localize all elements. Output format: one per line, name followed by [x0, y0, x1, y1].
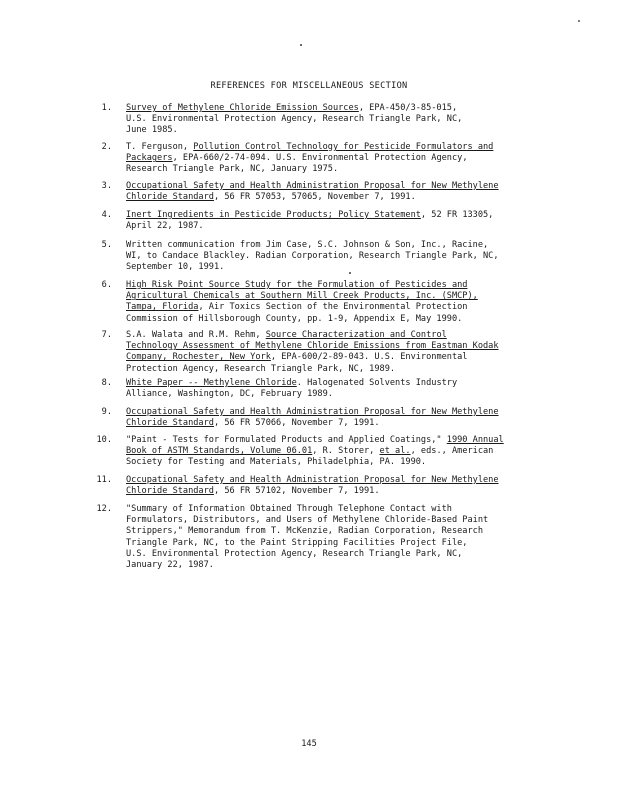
reference-line: [126, 364, 566, 375]
reference-segment: WI, to Candace Blackley. Radian Corporation, Research Triangle Park, NC,: [126, 251, 499, 262]
reference-line: [126, 549, 566, 560]
reference-segment: , EPA-660/2-74-094. U.S. Environmental Protection Agency,: [172, 153, 468, 164]
reference-line: [126, 378, 566, 389]
reference-segment: "Summary of Information Obtained Through Telephone Contact with: [126, 504, 452, 514]
reference-number: 2.: [101, 142, 112, 152]
underlined-title-text: Tampa, Florida: [126, 302, 199, 313]
reference-line: [126, 114, 566, 125]
scan-speck: [349, 272, 351, 274]
reference-text: [126, 181, 566, 203]
reference-segment: , eds., American: [410, 446, 494, 457]
reference-segment: Written communication from Jim Case, S.C. Johnson & Son, Inc., Racine,: [126, 240, 489, 250]
reference-text: [126, 330, 566, 375]
reference-segment: , 56 FR 57102, November 7, 1991.: [213, 486, 380, 497]
reference-segment: Research Triangle Park, NC, January 1975.: [126, 164, 339, 175]
reference-number: 6.: [101, 280, 112, 290]
underlined-title-text: Chloride Standard: [126, 486, 214, 497]
reference-segment: , R. Storer,: [312, 446, 380, 457]
underlined-title-text: et al.: [379, 446, 411, 457]
reference-line: [126, 302, 566, 313]
reference-line: [126, 341, 566, 352]
reference-line: [126, 526, 566, 537]
reference-number: 3.: [101, 181, 112, 191]
reference-segment: U.S. Environmental Protection Agency, Research Triangle Park, NC,: [126, 114, 463, 125]
reference-segment: , 52 FR 13305,: [420, 210, 494, 220]
underlined-title-text: Occupational Safety and Health Administration Proposal for New Methylene: [126, 181, 499, 191]
reference-line: [126, 560, 566, 571]
reference-line: [126, 330, 566, 341]
underlined-title-text: Occupational Safety and Health Administration Proposal for New Methylene: [126, 407, 499, 417]
underlined-title-text: Agricultural Chemicals at Southern Mill Creek Products, Inc. (SMCP),: [126, 291, 478, 302]
reference-number: 7.: [101, 330, 112, 340]
reference-segment: Triangle Park, NC, to the Paint Stripping Facilities Project File,: [126, 537, 468, 548]
reference-text: [126, 103, 566, 137]
reference-line: [126, 164, 566, 175]
reference-line: [126, 314, 566, 325]
reference-line: [126, 457, 566, 468]
reference-segment: Formulators, Distributors, and Users of Methylene Chloride-Based Paint: [126, 515, 489, 526]
reference-line: [126, 210, 566, 221]
reference-text: [126, 378, 566, 400]
underlined-title-text: Company, Rochester, New York: [126, 352, 271, 363]
scan-speck: [578, 20, 580, 22]
reference-line: [126, 192, 566, 203]
reference-number: 9.: [101, 407, 112, 417]
underlined-title-text: White Paper -- Methylene Chloride: [126, 378, 297, 388]
underlined-title-text: Chloride Standard: [126, 418, 214, 429]
reference-line: [126, 153, 566, 164]
reference-line: [126, 125, 566, 136]
reference-text: [126, 142, 566, 176]
reference-line: [126, 291, 566, 302]
reference-segment: Alliance, Washington, DC, February 1989.: [126, 389, 333, 400]
reference-segment: Strippers," Memorandum from T. McKenzie, Radian Corporation, Research: [126, 526, 483, 537]
reference-text: [126, 210, 566, 232]
reference-line: [126, 418, 566, 429]
reference-text: [126, 280, 566, 325]
reference-number: 10.: [96, 435, 112, 445]
scan-speck: [300, 44, 302, 46]
reference-segment: September 10, 1991.: [126, 262, 225, 273]
reference-number: 5.: [101, 240, 112, 250]
reference-segment: , EPA-600/2-89-043. U.S. Environmental: [270, 352, 468, 363]
reference-segment: , 56 FR 57066, November 7, 1991.: [213, 418, 380, 429]
reference-line: [126, 435, 566, 446]
reference-line: [126, 280, 566, 291]
reference-number: 8.: [101, 378, 112, 388]
reference-line: [126, 181, 566, 192]
reference-text: [126, 504, 566, 571]
reference-line: [126, 407, 566, 418]
underlined-title-text: Pollution Control Technology for Pesticide Formulators and: [193, 142, 494, 152]
section-title: REFERENCES FOR MISCELLANEOUS SECTION: [210, 81, 408, 91]
underlined-title-text: Chloride Standard: [126, 192, 214, 203]
reference-text: [126, 475, 566, 497]
reference-line: [126, 251, 566, 262]
reference-segment: U.S. Environmental Protection Agency, Research Triangle Park, NC,: [126, 548, 463, 559]
reference-line: [126, 446, 566, 457]
underlined-title-text: Technology Assessment of Methylene Chloride Emissions from Eastman Kodak: [126, 341, 499, 352]
reference-segment: "Paint - Tests for Formulated Products and Applied Coatings,": [126, 435, 447, 445]
reference-line: [126, 262, 566, 273]
reference-segment: January 22, 1987.: [126, 560, 214, 571]
reference-line: [126, 103, 566, 114]
underlined-title-text: High Risk Point Source Study for the Formulation of Pesticides and: [126, 280, 468, 290]
reference-segment: , 56 FR 57053, 57065, November 7, 1991.: [213, 192, 416, 203]
reference-number: 1.: [101, 103, 112, 113]
reference-line: [126, 221, 566, 232]
reference-line: [126, 389, 566, 400]
reference-segment: . Halogenated Solvents Industry: [296, 378, 458, 388]
reference-segment: T. Ferguson,: [126, 142, 194, 152]
reference-text: [126, 435, 566, 469]
reference-number: 12.: [96, 504, 112, 514]
underlined-title-text: Book of ASTM Standards, Volume 06.01: [126, 446, 313, 457]
reference-segment: Society for Testing and Materials, Philadelphia, PA. 1990.: [126, 457, 427, 468]
reference-text: [126, 240, 566, 274]
reference-line: [126, 504, 566, 515]
reference-line: [126, 142, 566, 153]
underlined-title-text: Inert Ingredients in Pesticide Products; Policy Statement: [126, 210, 421, 220]
underlined-title-text: Occupational Safety and Health Administration Proposal for New Methylene: [126, 475, 499, 485]
reference-line: [126, 515, 566, 526]
reference-segment: Protection Agency, Research Triangle Park, NC, 1989.: [126, 363, 396, 374]
reference-segment: , EPA-450/3-85-015,: [358, 103, 458, 113]
reference-segment: June 1985.: [126, 125, 178, 136]
reference-line: [126, 538, 566, 549]
page-number: 145: [301, 739, 317, 749]
reference-segment: S.A. Walata and R.M. Rehm,: [126, 330, 266, 340]
reference-segment: Commission of Hillsborough County, pp. 1-9, Appendix E, May 1990.: [126, 313, 463, 324]
underlined-title-text: Survey of Methylene Chloride Emission Sources: [126, 103, 359, 113]
underlined-title-text: 1990 Annual: [446, 435, 504, 445]
reference-line: [126, 475, 566, 486]
reference-line: [126, 352, 566, 363]
reference-number: 11.: [96, 475, 112, 485]
reference-text: [126, 407, 566, 429]
underlined-title-text: Source Characterization and Control: [265, 330, 447, 340]
reference-segment: April 22, 1987.: [126, 221, 204, 232]
reference-line: [126, 240, 566, 251]
reference-number: 4.: [101, 210, 112, 220]
underlined-title-text: Packagers: [126, 153, 173, 164]
reference-line: [126, 486, 566, 497]
reference-segment: , Air Toxics Section of the Environmental Protection: [198, 302, 468, 313]
